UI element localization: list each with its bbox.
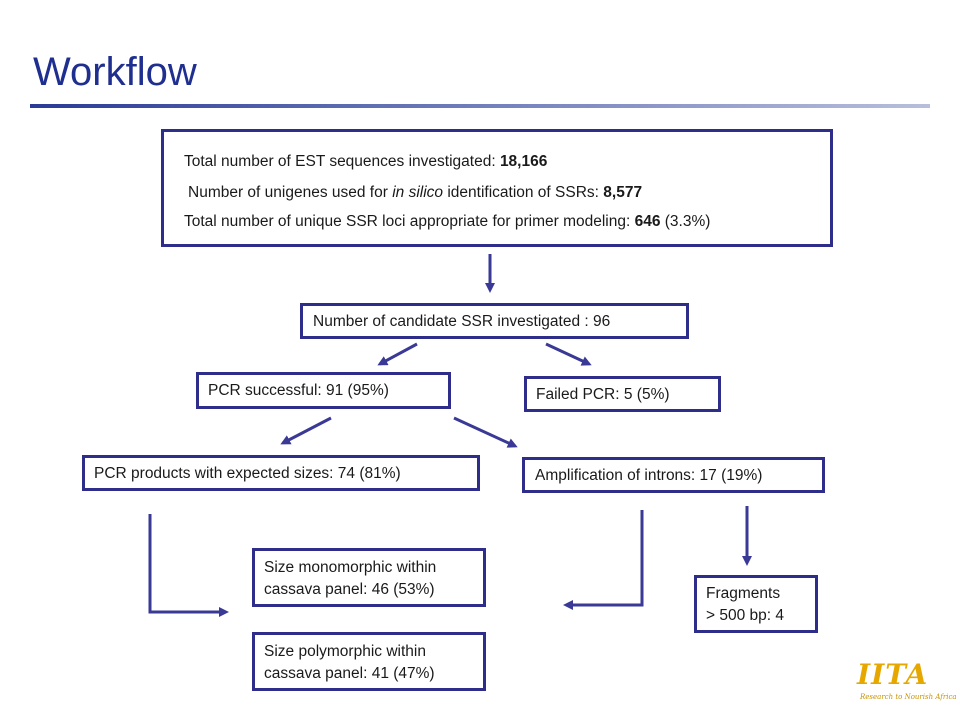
iita-logo: IITA (857, 658, 929, 691)
arrow-success-to-introns (454, 418, 515, 446)
fragments-line2: > 500 bp: 4 (706, 607, 784, 624)
candidates-text: Number of candidate SSR investigated : 96 (313, 313, 611, 330)
fragments-line1: Fragments (706, 585, 781, 602)
arrow-success-to-expected (283, 418, 331, 443)
unigenes-italic: in silico (392, 184, 444, 201)
unigenes-suffix: identification of SSRs: (443, 184, 604, 201)
est-value: 18,166 (499, 153, 548, 170)
unigenes-value: 8,577 (603, 184, 643, 201)
monomorphic-line2: cassava panel: 46 (53%) (264, 581, 435, 598)
arrow-introns-to-results (566, 510, 642, 605)
slide-title: Workflow (33, 50, 197, 94)
arrow-candidates-to-failed (546, 344, 589, 364)
pcr-failed-text: Failed PCR: 5 (5%) (536, 386, 670, 403)
arrow-candidates-to-success (380, 344, 417, 364)
unigenes-prefix: Number of unigenes used for (188, 184, 393, 201)
polymorphic-line1: Size polymorphic within (264, 643, 426, 660)
arrow-expected-to-results (150, 514, 226, 612)
est-label: Total number of EST sequences investigated: (184, 153, 500, 170)
iita-logo-tagline: Research to Nourish Africa (860, 693, 957, 701)
expected-sizes-text: PCR products with expected sizes: 74 (81%) (94, 465, 401, 482)
pcr-success-text: PCR successful: 91 (95%) (208, 382, 389, 399)
polymorphic-line2: cassava panel: 41 (47%) (264, 665, 435, 682)
loci-pct: (3.3%) (660, 213, 711, 230)
introns-text: Amplification of introns: 17 (19%) (535, 467, 763, 484)
loci-value: 646 (634, 213, 661, 230)
loci-label: Total number of unique SSR loci appropriate for primer modeling: (184, 213, 635, 230)
monomorphic-line1: Size monomorphic within (264, 559, 437, 576)
